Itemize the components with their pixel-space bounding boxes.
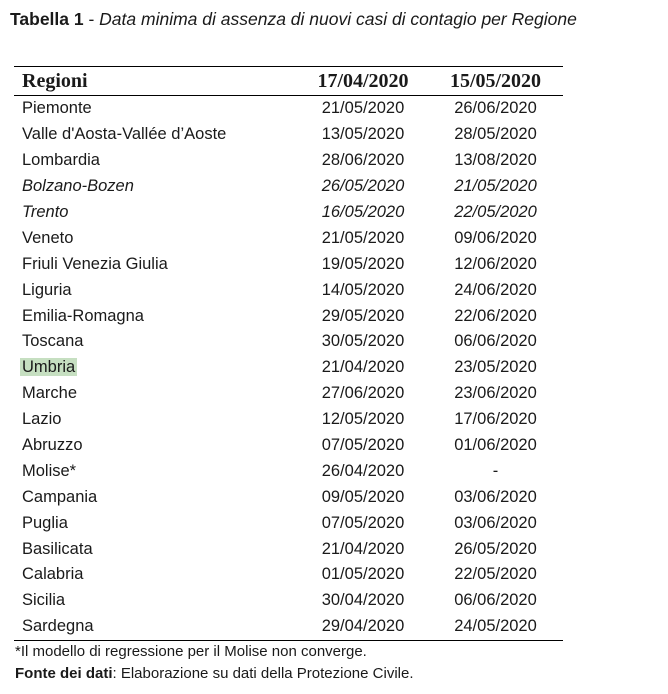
table-header-row bbox=[14, 67, 563, 96]
region-name: Lazio bbox=[22, 410, 62, 429]
region-cell bbox=[14, 251, 298, 277]
date-cell-1: 29/04/2020 bbox=[298, 614, 428, 640]
date-cell-1: 07/05/2020 bbox=[321, 436, 405, 455]
region-cell bbox=[14, 510, 298, 536]
region-name: Veneto bbox=[22, 228, 74, 247]
footnote: *Il modello di regressione per il Molise non converge. bbox=[15, 643, 367, 660]
region-cell bbox=[14, 329, 298, 355]
date-cell-1: 29/05/2020 bbox=[321, 306, 405, 325]
date-cell-1: 30/05/2020 bbox=[321, 332, 405, 351]
date-cell-1: 21/04/2020 bbox=[321, 358, 405, 377]
date-cell-2: 21/05/2020 bbox=[454, 177, 537, 196]
table-row bbox=[14, 355, 563, 381]
region-name: Liguria bbox=[22, 280, 72, 299]
region-cell bbox=[14, 174, 298, 200]
date-cell-2: 24/05/2020 bbox=[428, 614, 563, 640]
date-cell-2: 22/05/2020 bbox=[454, 565, 537, 584]
header-date-2: 15/05/2020 bbox=[428, 67, 563, 96]
date-cell-2: 22/06/2020 bbox=[454, 306, 537, 325]
date-cell-1: 07/05/2020 bbox=[321, 513, 405, 532]
table-row bbox=[14, 200, 563, 226]
table-row bbox=[14, 96, 563, 122]
table-row bbox=[14, 381, 563, 407]
date-cell-1: 16/05/2020 bbox=[321, 203, 405, 221]
region-cell bbox=[14, 200, 298, 226]
table-row bbox=[14, 614, 563, 640]
date-cell-2: 12/06/2020 bbox=[454, 254, 537, 273]
date-cell-2: 06/06/2020 bbox=[454, 332, 537, 351]
table-row bbox=[14, 122, 563, 148]
caption-label: Tabella 1 bbox=[10, 9, 84, 29]
date-cell-2: 13/08/2020 bbox=[454, 151, 537, 170]
date-cell-1: 21/05/2020 bbox=[321, 99, 405, 118]
caption-text: Data minima di assenza di nuovi casi di contagio per Regione bbox=[99, 9, 577, 29]
region-name: Calabria bbox=[22, 565, 84, 584]
source-text: : Elaborazione su dati della Protezione Civile. bbox=[112, 665, 414, 682]
date-cell-1: 19/05/2020 bbox=[321, 254, 405, 273]
table-row bbox=[14, 484, 563, 510]
region-cell bbox=[14, 407, 298, 433]
table-row bbox=[14, 433, 563, 459]
region-cell bbox=[14, 303, 298, 329]
region-name: Molise* bbox=[22, 461, 77, 480]
date-cell-1: 30/04/2020 bbox=[321, 591, 405, 610]
region-name: Emilia-Romagna bbox=[22, 306, 144, 325]
date-cell-2: 03/06/2020 bbox=[454, 487, 537, 506]
date-cell-1: 26/04/2020 bbox=[321, 461, 405, 480]
region-name: Piemonte bbox=[22, 99, 92, 118]
region-cell bbox=[14, 588, 298, 614]
region-name: Basilicata bbox=[22, 539, 93, 558]
date-cell-1: 13/05/2020 bbox=[321, 125, 405, 144]
region-name: Toscana bbox=[22, 332, 84, 351]
table-row bbox=[14, 510, 563, 536]
region-name: Lombardia bbox=[22, 151, 100, 170]
date-cell-2: 17/06/2020 bbox=[454, 410, 537, 429]
table-row bbox=[14, 407, 563, 433]
region-cell bbox=[14, 96, 298, 122]
date-cell-2: 23/06/2020 bbox=[454, 384, 537, 403]
region-cell bbox=[14, 277, 298, 303]
region-cell bbox=[14, 433, 298, 459]
date-cell-1: 21/04/2020 bbox=[321, 539, 405, 558]
date-cell-2: 09/06/2020 bbox=[454, 228, 537, 247]
table-row bbox=[14, 251, 563, 277]
region-cell bbox=[14, 458, 298, 484]
table-row bbox=[14, 562, 563, 588]
table-body bbox=[14, 96, 563, 641]
date-cell-2: - bbox=[492, 461, 499, 480]
region-name: Valle d'Aosta-Vallée d’Aoste bbox=[22, 125, 227, 144]
date-cell-1: 12/05/2020 bbox=[321, 410, 405, 429]
header-regioni: Regioni bbox=[14, 67, 298, 96]
date-cell-1: 27/06/2020 bbox=[321, 384, 405, 403]
date-cell-1: 01/05/2020 bbox=[321, 565, 405, 584]
date-cell-2: 01/06/2020 bbox=[454, 436, 537, 455]
date-cell-2: 26/05/2020 bbox=[454, 539, 537, 558]
region-name: Abruzzo bbox=[22, 436, 83, 455]
region-cell bbox=[14, 536, 298, 562]
region-name: Umbria bbox=[22, 358, 76, 377]
date-cell-2: 26/06/2020 bbox=[454, 99, 537, 118]
region-name: Campania bbox=[22, 487, 98, 506]
caption-separator: - bbox=[83, 9, 100, 29]
source-note bbox=[15, 665, 414, 682]
regions-table bbox=[14, 66, 563, 641]
region-name: Trento bbox=[22, 203, 69, 221]
date-cell-1: 28/06/2020 bbox=[321, 151, 405, 170]
table-caption bbox=[10, 9, 577, 30]
region-name: Sardegna bbox=[22, 617, 94, 636]
region-cell bbox=[14, 225, 298, 251]
table-row bbox=[14, 303, 563, 329]
date-cell-2: 23/05/2020 bbox=[454, 358, 537, 377]
table-row bbox=[14, 225, 563, 251]
date-cell-2: 06/06/2020 bbox=[454, 591, 537, 610]
region-cell bbox=[14, 562, 298, 588]
table-row bbox=[14, 148, 563, 174]
date-cell-1: 21/05/2020 bbox=[321, 228, 405, 247]
date-cell-2: 03/06/2020 bbox=[454, 513, 537, 532]
table-row bbox=[14, 458, 563, 484]
table-row bbox=[14, 536, 563, 562]
source-label: Fonte dei dati bbox=[15, 665, 113, 682]
region-cell bbox=[14, 614, 298, 640]
date-cell-1: 26/05/2020 bbox=[321, 177, 405, 196]
region-name: Bolzano-Bozen bbox=[22, 177, 134, 196]
region-name: Puglia bbox=[22, 513, 68, 532]
region-cell bbox=[14, 484, 298, 510]
date-cell-1: 09/05/2020 bbox=[321, 487, 405, 506]
region-cell bbox=[14, 381, 298, 407]
region-cell bbox=[14, 148, 298, 174]
region-name: Sicilia bbox=[22, 591, 66, 610]
date-cell-2: 24/06/2020 bbox=[454, 280, 537, 299]
date-cell-1: 14/05/2020 bbox=[321, 280, 405, 299]
region-name: Marche bbox=[22, 384, 78, 403]
table-row bbox=[14, 588, 563, 614]
table-row bbox=[14, 277, 563, 303]
table-row bbox=[14, 174, 563, 200]
region-name: Friuli Venezia Giulia bbox=[22, 254, 168, 273]
region-cell bbox=[14, 355, 298, 381]
table-row bbox=[14, 329, 563, 355]
header-date-1: 17/04/2020 bbox=[298, 67, 428, 96]
region-cell bbox=[14, 122, 298, 148]
date-cell-2: 28/05/2020 bbox=[454, 125, 537, 144]
date-cell-2: 22/05/2020 bbox=[454, 203, 537, 221]
